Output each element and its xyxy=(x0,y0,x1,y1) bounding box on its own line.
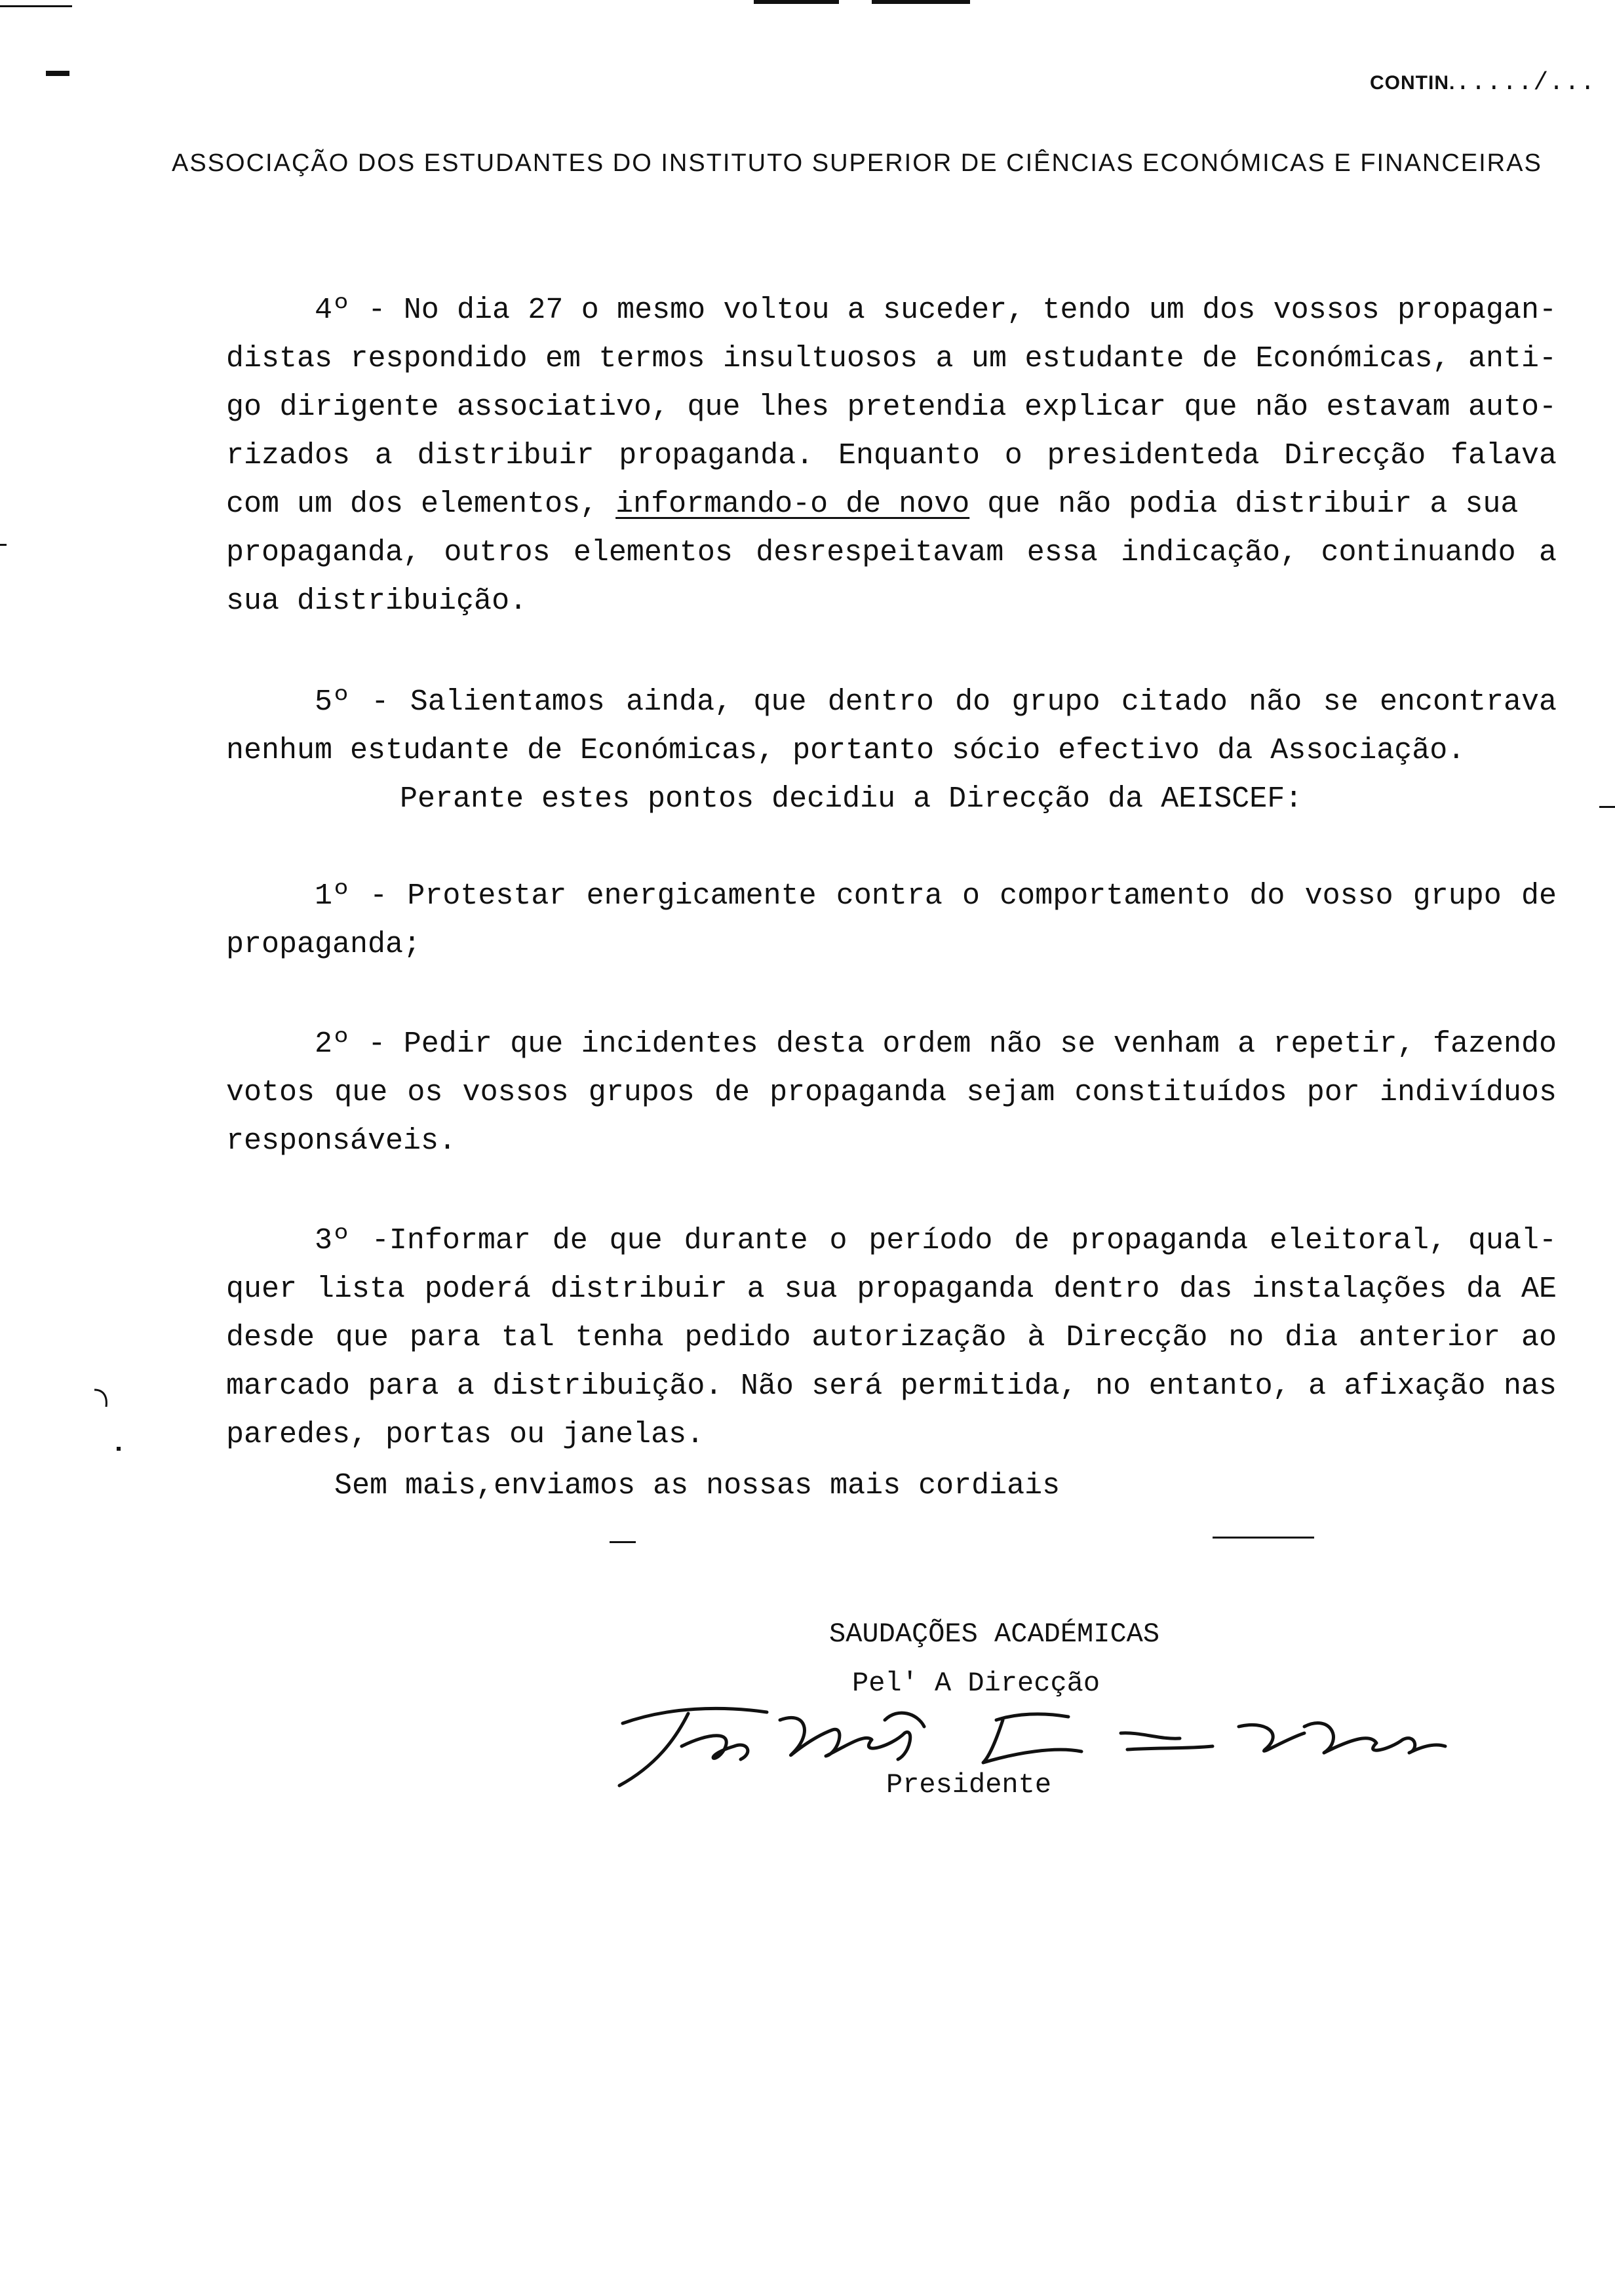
scan-mark xyxy=(1213,1537,1314,1539)
d3-line-2: quer lista poderá distribuir a sua propaganda dentro das instalações da AE xyxy=(226,1272,1557,1306)
scan-mark xyxy=(0,5,72,7)
scan-mark xyxy=(92,1386,111,1409)
on-behalf: Pel' A Direcção xyxy=(852,1668,1100,1699)
p4-line-5 xyxy=(226,488,1518,521)
d2-line-1: 2º - Pedir que incidentes desta ordem não se venham a repetir, fazendo xyxy=(315,1027,1557,1061)
scan-mark xyxy=(610,1541,636,1543)
scan-mark xyxy=(872,0,970,4)
letterhead: ASSOCIAÇÃO DOS ESTUDANTES DO INSTITUTO SUPERIOR DE CIÊNCIAS ECONÓMICAS E FINANCEIRAS xyxy=(172,149,1542,177)
p5-line-3: Perante estes pontos decidiu a Direcção da AEISCEF: xyxy=(400,782,1303,816)
scan-mark xyxy=(46,71,69,76)
contin-page-marker: ...../... xyxy=(1455,69,1596,97)
p4-line-1: 4º - No dia 27 o mesmo voltou a suceder, tendo um dos vossos propagan- xyxy=(315,294,1557,327)
p4-line-2: distas respondido em termos insultuosos a um estudante de Económicas, anti- xyxy=(226,342,1557,375)
scan-mark xyxy=(0,544,7,546)
contin-label: CONTIN. xyxy=(1370,72,1456,94)
d1-line-1: 1º - Protestar energicamente contra o comportamento do vosso grupo de xyxy=(315,879,1557,913)
greeting: SAUDAÇÕES ACADÉMICAS xyxy=(829,1618,1160,1650)
scan-mark xyxy=(1599,806,1615,808)
scan-mark xyxy=(754,0,839,4)
d3-line-5: paredes, portas ou janelas. xyxy=(226,1418,705,1451)
p5-line-1: 5º - Salientamos ainda, que dentro do grupo citado não se encontrava xyxy=(315,685,1557,719)
d3-line-4: marcado para a distribuição. Não será permitida, no entanto, a afixação nas xyxy=(226,1369,1557,1403)
signatory-role: Presidente xyxy=(886,1769,1052,1801)
d1-line-2: propaganda; xyxy=(226,928,421,961)
p4-line-3: go dirigente associativo, que lhes pretendia explicar que não estavam auto- xyxy=(226,391,1557,424)
p4-line-4: rizados a distribuir propaganda. Enquanto o presidenteda Direcção falava xyxy=(226,439,1557,472)
d3-line-1: 3º -Informar de que durante o período de propaganda eleitoral, qual- xyxy=(315,1224,1557,1257)
d2-line-2: votos que os vossos grupos de propaganda sejam constituídos por indivíduos xyxy=(226,1076,1557,1109)
d3-line-3: desde que para tal tenha pedido autorização à Direcção no dia anterior ao xyxy=(226,1321,1557,1354)
p4-line-6: propaganda, outros elementos desrespeitavam essa indicação, continuando a xyxy=(226,536,1557,569)
underlined-phrase: informando-o de novo xyxy=(615,488,970,521)
continuation-mark xyxy=(1370,69,1596,97)
scan-mark xyxy=(117,1447,121,1451)
p4-line-7: sua distribuição. xyxy=(226,584,528,618)
closing-line: Sem mais,enviamos as nossas mais cordiais xyxy=(334,1469,1060,1502)
p4-line-5c: que não podia distribuir a sua xyxy=(969,488,1519,521)
p5-line-2: nenhum estudante de Económicas, portanto sócio efectivo da Associação. xyxy=(226,734,1466,767)
p4-line-5a: com um dos elementos, xyxy=(226,488,616,521)
d2-line-3: responsáveis. xyxy=(226,1124,457,1158)
